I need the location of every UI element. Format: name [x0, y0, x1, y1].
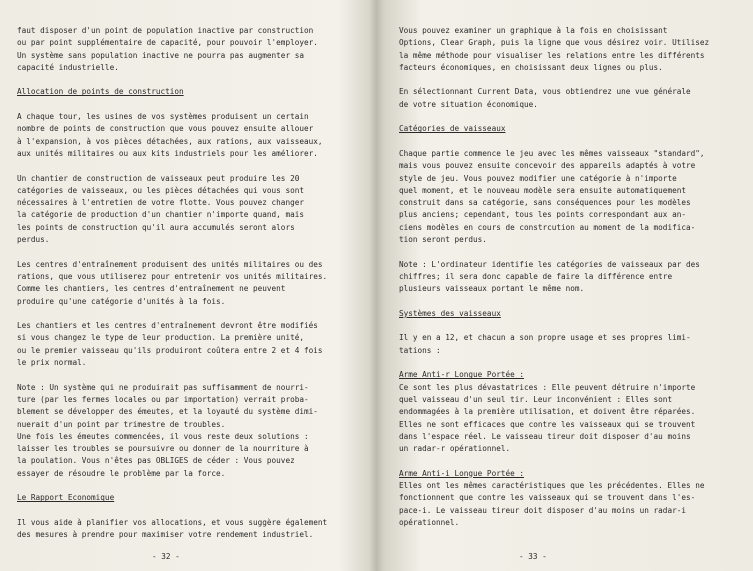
text-line: Il y en a 12, et chacun a son propre usage et ses propres limi-	[399, 333, 691, 343]
categories-note	[399, 259, 744, 296]
arme-r-paragraph	[399, 382, 744, 456]
text-line: tion seront perdus.	[399, 235, 487, 245]
right-page-text	[399, 25, 744, 529]
text-line: chiffres; il sera donc capable de faire la différence entre	[399, 271, 673, 281]
text-line: ou le premier vaisseau qu'ils produiront coûtera entre 2 et 4 fois	[17, 345, 323, 355]
text-line: Elles ont les mêmes caractéristiques que les précédentes. Elles ne	[399, 480, 705, 490]
text-line: nécessaires à l'entretien de votre flotte. Vous pouvez changer	[17, 198, 304, 208]
text-line: ciens modèles en cours de constrcution au moment de la modifica-	[399, 222, 696, 232]
text-line: nombre de points de construction que vous pouvez ensuite allouer	[17, 124, 314, 134]
text-line: blement se développer des émeutes, et la loyauté du système dimi-	[17, 407, 318, 417]
text-line: plus anciens; cependant, tous les points correspondant aux an-	[399, 210, 686, 220]
left-page-text	[17, 25, 362, 541]
text-line: ture (par les fermes locales ou par importation) verrait proba-	[17, 394, 309, 404]
text-line: plusieurs vaisseaux portant le même nom.	[399, 284, 585, 294]
categories-paragraph	[399, 148, 744, 246]
intro-paragraph	[17, 25, 362, 74]
text-line: Note : Un système qui ne produirait pas suffisamment de nourri-	[17, 382, 309, 392]
allocation-heading: Allocation de points de construction	[17, 87, 184, 97]
text-line: le prix normal.	[17, 358, 87, 368]
text-line: En sélectionnant Current Data, vous obtiendrez une vue générale	[399, 87, 691, 97]
page-number-right: - 33 -	[519, 552, 547, 561]
text-line: rations, que vous utiliserez pour entretenir vos unités militaires.	[17, 271, 328, 281]
text-line: dans l'espace réel. Le vaisseau tireur doit disposer d'au moins	[399, 431, 691, 441]
text-line: la même méthode pour visualiser les relations entre les différents	[399, 50, 705, 60]
categories-heading: Catégories de vaisseaux	[399, 124, 506, 134]
text-line: de votre situation économique.	[399, 99, 538, 109]
text-line: mais vous pouvez ensuite concevoir des appareils adaptés à votre	[399, 161, 696, 171]
text-line: perdus.	[17, 235, 50, 245]
text-line: les points de construction qu'il aura accumulés seront alors	[17, 222, 295, 232]
text-line: aux unités militaires ou aux kits industriels pour les améliorer.	[17, 148, 318, 158]
text-line: construit dans sa catégorie, sans conséquences pour les modèles	[399, 198, 691, 208]
text-line: Options, Clear Graph, puis la ligne que vous désirez voir. Utilisez	[399, 38, 710, 48]
arme-i-paragraph	[399, 480, 744, 529]
text-line: pace-i. Le vaisseau tireur doit disposer d'au moins un radar-i	[399, 505, 686, 515]
text-line: opérationnel.	[399, 517, 460, 527]
text-line: Chaque partie commence le jeu avec les mêmes vaisseaux "standard",	[399, 148, 705, 158]
text-line: Un chantier de construction de vaisseaux peut produire les 20	[17, 173, 300, 183]
text-line: fonctionnent que contre les vaisseaux qui se trouvent dans l'es-	[399, 493, 696, 503]
text-line: catégories de vaisseaux, ou les pièces détachées qui vous sont	[17, 185, 304, 195]
allocation-paragraph-3	[17, 259, 362, 308]
graph-paragraph-2	[399, 86, 744, 111]
systemes-paragraph	[399, 332, 744, 357]
systemes-heading: Systèmes des vaisseaux	[399, 308, 501, 318]
page-number-left: - 32 -	[152, 552, 180, 561]
text-line: Les centres d'entraînement produisent des unités militaires ou des	[17, 259, 323, 269]
arme-i-heading: Arme Anti-i Longue Portée :	[399, 468, 524, 478]
text-line: la poulation. Vous n'êtes pas OBLIGES de céder : Vous pouvez	[17, 456, 295, 466]
right-page	[377, 0, 753, 571]
text-line: capacité industrielle.	[17, 62, 119, 72]
text-line: endommagées à la première utilisation, et doivent être réparées.	[399, 407, 696, 417]
food-note-paragraph	[17, 382, 362, 480]
text-line: ou par point supplémentaire de capacité, pour pouvoir l'employer.	[17, 38, 318, 48]
left-page	[0, 0, 376, 571]
allocation-paragraph-2	[17, 173, 362, 247]
rapport-heading: Le Rapport Economique	[17, 493, 115, 503]
text-line: Note : L'ordinateur identifie les catégories de vaisseaux par des	[399, 259, 700, 269]
text-line: produire qu'une catégorie d'unités à la fois.	[17, 296, 226, 306]
text-line: faut disposer d'un point de population inactive par construction	[17, 26, 314, 35]
text-line: quel moment, et le nouveau modèle sera ensuite automatiquement	[399, 185, 686, 195]
allocation-paragraph-4	[17, 320, 362, 369]
text-line: un radar-r opérationnel.	[399, 444, 511, 454]
rapport-paragraph	[17, 517, 362, 542]
text-line: Vous pouvez examiner un graphique à la fois en choisissant	[399, 26, 668, 35]
text-line: si vous changez le type de leur production. La première unité,	[17, 333, 304, 343]
text-line: Les chantiers et les centres d'entraînement devront être modifiés	[17, 321, 318, 331]
text-line: essayer de résoudre le problème par la force.	[17, 468, 226, 478]
graph-paragraph-1	[399, 25, 744, 74]
text-line: facteurs économiques, en choisissant deux lignes ou plus.	[399, 62, 663, 72]
text-line: Il vous aide à planifier vos allocations, et vous suggère également	[17, 517, 328, 527]
text-line: Comme les chantiers, les centres d'entraînement ne peuvent	[17, 284, 286, 294]
text-line: Une fois les émeutes commencées, il vous reste deux solutions :	[17, 431, 309, 441]
text-line: à l'expansion, à vos pièces détachées, aux rations, aux vaisseaux,	[17, 136, 323, 146]
text-line: quel vaisseau d'un seul tir. Leur inconvénient : Elles sont	[399, 394, 673, 404]
text-line: Elles ne sont efficaces que contre les vaisseaux qui se trouvent	[399, 419, 696, 429]
arme-r-heading: Arme Anti-r Longue Portée :	[399, 370, 524, 380]
text-line: Un système sans population inactive ne pourra pas augmenter sa	[17, 50, 304, 60]
text-line: laisser les troubles se poursuivre ou donner de la nourriture à	[17, 444, 309, 454]
text-line: la catégorie de production d'un chantier n'importe quand, mais	[17, 210, 304, 220]
text-line: A chaque tour, les usines de vos systèmes produisent un certain	[17, 112, 309, 122]
text-line: nuerait d'un point par trimestre de troubles.	[17, 419, 226, 429]
allocation-paragraph-1	[17, 111, 362, 160]
text-line: des mesures à prendre pour maximiser votre rendement industriel.	[17, 530, 314, 540]
text-line: tations :	[399, 345, 441, 355]
text-line: Ce sont les plus dévastatrices : Elle peuvent détruire n'importe	[399, 382, 696, 392]
text-line: style de jeu. Vous pouvez modifier une catégorie à n'importe	[399, 173, 677, 183]
